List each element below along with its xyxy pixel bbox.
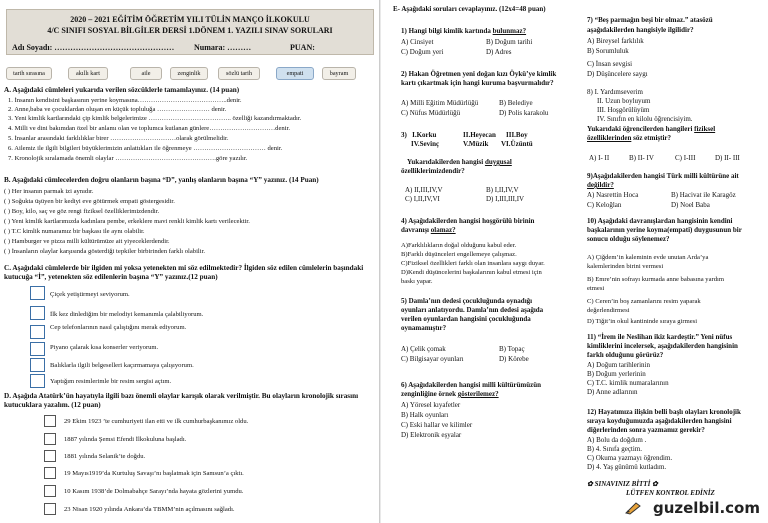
section-d-item: 23 Nisan 1920 yılında Ankara’da TBMM’nin açılmasını sağladı. — [64, 506, 235, 513]
q5-option-b[interactable]: B) Topaç — [499, 345, 525, 353]
header-school-line: 2020 – 2021 EĞİTİM ÖĞRETİM YILI TÜLİN MANÇO İLKOKULU — [70, 15, 310, 24]
q10-option-d[interactable]: D) Tiğit’in okul kantininde sıraya girmesi — [587, 318, 698, 325]
q2-option-b[interactable]: B) Belediye — [499, 99, 533, 107]
q4-option-c[interactable]: C)Fiziksel özellikleri farklı olan insanlara saygı duyar. — [401, 260, 545, 267]
q10-stem-line: başkalarının yerine koyma(empati) duygusunun bir — [587, 226, 742, 234]
q4-stem-line: davranışı olamaz? — [401, 226, 456, 234]
q11-option-d[interactable]: D) Anne adlarının — [587, 388, 638, 396]
q3-option-d[interactable]: D) I,III,III,IV — [486, 195, 525, 203]
q1-option-a[interactable]: A) Cinsiyet — [401, 38, 434, 46]
q12-option-b[interactable]: B) 4. Sınıfa geçtim. — [587, 445, 643, 453]
section-a-item: 7. Kronolojik sıralamada önemli olaylar ……………………………………….göre yazılır. — [8, 155, 248, 162]
q5-stem-line: oynamamıştır? — [401, 324, 447, 332]
section-c-item: Cep telefonlarının nasıl çalıştığını merak ediyorum. — [50, 324, 187, 331]
q2-stem-line: 2) Hakan Öğretmen yeni doğan kızı Öykü’ye kimlik — [401, 70, 557, 78]
q2-stem-line: kartı çıkartmak için hangi kuruma başvurmalıdır? — [401, 79, 554, 87]
order-box[interactable] — [44, 503, 56, 515]
section-a-item: 3. Yeni kimlik kartlarındaki çip kimlik belgelerimize ……………………………….. özelliği kazandırmaktadır. — [8, 115, 302, 122]
q12-stem-line: 12) Hayatımıza ilişkin belli başlı olayları kronolojik — [587, 408, 741, 416]
section-b-item: ( ) Her insanın parmak izi aynıdır. — [4, 188, 94, 195]
number-label[interactable]: Numara: ……… — [194, 43, 252, 52]
q9-option-a[interactable]: A) Nasrettin Hoca — [587, 191, 639, 199]
section-c-item: Balıklarla ilgili belgeselleri kaçırmamaya çalışıyorum. — [50, 362, 194, 369]
word-bank-item: akıllı kart — [68, 67, 108, 80]
q7-option-d[interactable]: D) Düşüncelere saygı — [587, 70, 648, 78]
word-bank-item: bayram — [322, 67, 356, 80]
name-label[interactable]: Adı Soyadı: ……………………………………… — [12, 43, 175, 52]
section-b-item: ( ) Hamburger ve pizza milli kültürümüze ait yiyeceklerdendir. — [4, 238, 170, 245]
header-exam-line: 4/C SINIFI SOSYAL BİLGİLER DERSİ 1.DÖNEM 1. YAZILI SINAV SORULARI — [47, 26, 333, 35]
q12-option-d[interactable]: D) 4. Yaş günümü kutladım. — [587, 463, 667, 471]
section-b-item: ( ) T.C kimlik numaramız bir başkası ile aynı olabilir. — [4, 228, 145, 235]
q3-stem-line: özelliklerimizdendir? — [401, 167, 465, 175]
section-b-item: ( ) İnsanların olaylar karşısında gösterdiği tepkiler birbirinden farklı olabilir. — [4, 248, 206, 255]
section-a-title: A. Aşağıdaki cümleleri yukarıda verilen sözcüklerle tamamlayınız. (14 puan) — [4, 86, 240, 94]
q10-stem-line: 10) Aşağıdaki davranışlardan hangisinin kendini — [587, 217, 733, 225]
word-bank-item: aile — [130, 67, 162, 80]
q8-option-c[interactable]: C) I-III — [675, 154, 696, 162]
exam-page-left — [0, 0, 380, 523]
q9-stem-line: 9)Aşağıdakilerden hangisi Türk milli kültürüne ait — [587, 172, 739, 180]
section-c-item: Yaptığım resimlerimle bir resim sergisi açtım. — [50, 378, 172, 385]
q3-roman-item: V.Müzik — [463, 140, 489, 148]
watermark-pen-icon — [624, 501, 642, 515]
q3-stem-line: Yukarıdakilerden hangisi duygusal — [407, 158, 512, 166]
q10-option-a-cont: kalemlerinden birini vermesi — [587, 263, 664, 270]
q10-option-a[interactable]: A) Çiğdem’in kaleminin evde unutan Arda’ya — [587, 254, 709, 261]
order-box[interactable] — [44, 415, 56, 427]
q4-stem-line: 4) Aşağıdakilerden hangisi hoşgörülü birinin — [401, 217, 535, 225]
section-c-item: Çiçek yetiştirmeyi seviyorum. — [50, 291, 130, 298]
section-c-title: C. Aşağıdaki cümlelerde bir ilgiden mi yoksa yetenekten mi söz edilmektedir? İlgiden söz edilen cümlelerin başındaki kutucuğa “İ”, yetenekten söz edilenlerin başına “Y” yazınız.(12 puan) — [4, 264, 364, 281]
q8-roman-item: 8) I. Yardımseverim — [587, 88, 643, 96]
q8-stem-line: özelliklerinden söz etmiştir? — [587, 134, 671, 142]
q8-option-d[interactable]: D) II- III — [715, 154, 740, 162]
q1-stem: 1) Hangi bilgi kimlik kartında bulunmaz? — [401, 27, 527, 35]
answer-box[interactable] — [30, 374, 45, 388]
q12-option-a[interactable]: A) Bolu da doğdum . — [587, 436, 647, 444]
word-bank-item: tarih sırasına — [6, 67, 52, 80]
q10-option-c[interactable]: C) Ceren’in boş zamanlarını resim yaparak — [587, 298, 701, 305]
section-c-item: İlk kez dinlediğim bir melodiyi kemanımla çalabiliyorum. — [50, 311, 204, 318]
q9-option-b[interactable]: B) Hacivat ile Karagöz — [671, 191, 736, 199]
q7-stem-line: aşağıdakilerden hangisiyle ilgilidir? — [587, 26, 694, 34]
q11-option-b[interactable]: B) Doğum yerlerinin — [587, 370, 646, 378]
order-box[interactable] — [44, 433, 56, 445]
section-d-item: 1887 yılında Şemsi Efendi İlkokuluna başladı. — [64, 436, 187, 443]
exam-page-right — [381, 0, 768, 523]
q2-option-d[interactable]: D) Polis karakolu — [499, 109, 549, 117]
q3-roman-item: 3) I.Korku — [401, 131, 437, 139]
q3-option-b[interactable]: B) I,II,IV,V — [486, 186, 519, 194]
section-a-item: 5. İnsanlar arasındaki farklılıklar birer …………………………olarak görülmelidir. — [8, 135, 229, 142]
word-bank-item: empati — [276, 67, 314, 80]
q5-stem-line: 5) Damla’nın dedesi çocukluğunda oynadığı — [401, 297, 533, 305]
q11-stem-line: kimliklerini incelersek, aşağıdakilerden hangisinin — [587, 342, 738, 350]
q10-option-b[interactable]: B) Emre’nin sofrayı kurmada anne babasına yardım — [587, 276, 724, 283]
q1-option-c[interactable]: C) Doğum yeri — [401, 48, 444, 56]
order-box[interactable] — [44, 450, 56, 462]
q11-option-a[interactable]: A) Doğum tarihlerinin — [587, 361, 650, 369]
section-d-item: 1881 yılında Selanik’te doğdu. — [64, 453, 146, 460]
q12-stem-line: sıraya koyduğumuzda aşağıdakilerden hangisini — [587, 417, 732, 425]
q5-stem-line: verilen oyunlardan hangisini çocukluğunda — [401, 315, 531, 323]
q10-option-b-cont: etmesi — [587, 285, 605, 292]
section-a-item: 4. Milli ve dini bakımdan özel bir anlamı olan ve toplumca kutlanan günlere…………………………denir. — [8, 125, 291, 132]
q3-roman-item: II.Heyecan — [463, 131, 496, 139]
order-box[interactable] — [44, 467, 56, 479]
word-bank-item: sözlü tarih — [218, 67, 260, 80]
q9-stem-line: değildir? — [587, 181, 614, 189]
q3-option-c[interactable]: C) I,II,IV,VI — [405, 195, 440, 203]
section-a-item: 2. Anne,baba ve çocuklardan oluşan en küçük topluluğa …………………… denir. — [8, 106, 227, 113]
watermark-text[interactable]: guzelbil.com — [652, 499, 760, 517]
q11-option-c[interactable]: C) T.C. kimlik numaralarının — [587, 379, 669, 387]
answer-box[interactable] — [30, 358, 45, 372]
q10-stem-line: sonucu olduğu söylenemez? — [587, 235, 670, 243]
q7-stem-line: 7) “Beş parmağın beşi bir olmaz.” atasözü — [587, 16, 713, 24]
q4-option-a[interactable]: A)Farklılıkların doğal olduğunu kabul eder. — [401, 242, 517, 249]
answer-box[interactable] — [30, 306, 45, 320]
q4-option-d-cont: baskı yapar. — [401, 278, 433, 285]
section-d-title: D. Aşağıda Atatürk’ün hayatıyla ilgili bazı önemli olaylar karışık olarak verilmiştir. Bu olayların kronolojik sırasını kutucuklara yazalım. (12 puan) — [4, 392, 359, 409]
q5-stem-line: oyunları anlatıyordu. Damla’nın dedesi aşağıda — [401, 306, 544, 314]
q8-roman-item: II. Uzun boyluyum — [597, 97, 651, 105]
q4-option-d[interactable]: D)Kendi düşüncelerini başkalarının kabul etmesi için — [401, 269, 542, 276]
q7-option-a[interactable]: A) Bireysel farklılık — [587, 37, 644, 45]
q1-option-d[interactable]: D) Adres — [486, 48, 512, 56]
answer-box[interactable] — [30, 342, 45, 356]
order-box[interactable] — [44, 485, 56, 497]
section-d-item: 19 Mayıs1919’da Kurtuluş Savaşı’nı başlatmak için Samsun’a çıktı. — [64, 470, 244, 477]
section-a-item: 6. Ailemiz ile ilgili bilgileri büyüklerimizin anlattıkları ile öğrenmeye …………………………… denir. — [8, 145, 283, 152]
signoff-finished: ✿ SINAVINIZ BİTTİ ✿ — [587, 480, 658, 488]
signoff-check: LÜTFEN KONTROL EDİNİZ — [626, 489, 715, 497]
q6-stem-line: zenginliğine örnek gösterilemez? — [401, 390, 499, 398]
q8-option-a[interactable]: A) I- II — [589, 154, 610, 162]
q6-option-c[interactable]: C) Eski hallar ve kilimler — [401, 421, 473, 429]
q5-option-c[interactable]: C) Bilgisayar oyunları — [401, 355, 464, 363]
q11-stem-line: 11) “İrem ile Neslihan ikiz kardeştir.” Yeni nüfus — [587, 333, 733, 341]
q2-option-c[interactable]: C) Nüfus Müdürlüğü — [401, 109, 461, 117]
section-d-item: 10 Kasım 1938’de Dolmabahçe Sarayı’nda hayata gözlerini yumdu. — [64, 488, 244, 495]
q3-roman-item: III.Boy — [506, 131, 528, 139]
section-b-title: B. Aşağıdaki cümlecelerden doğru olanların başına “D”, yanlış olanların başına “Y” yazınız. (14 Puan) — [4, 176, 319, 184]
q6-option-a[interactable]: A) Yöresel kıyafetler — [401, 401, 461, 409]
q1-option-b[interactable]: B) Doğum tarihi — [486, 38, 533, 46]
q2-option-a[interactable]: A) Milli Eğitim Müdürlüğü — [401, 99, 479, 107]
q9-option-d[interactable]: D) Noel Baba — [671, 201, 710, 209]
section-a-item: 1. İnsanın kendisini başkasının yerine koymasına…………………………………..denir. — [8, 97, 242, 104]
section-b-item: ( ) Soğukta üşüyen bir kediyi eve götürmek empati göstergesidir. — [4, 198, 175, 205]
section-e-title: E- Aşağıdaki soruları cevaplayınız. (12x4=48 puan) — [393, 5, 546, 13]
q3-option-a[interactable]: A) II,III,IV,V — [405, 186, 443, 194]
q5-option-d[interactable]: D) Körebe — [499, 355, 529, 363]
q8-stem-line: Yukarıdaki öğrencilerden hangileri fiziksel — [587, 125, 716, 133]
q7-option-c[interactable]: C) İnsan sevgisi — [587, 60, 633, 68]
q4-option-b[interactable]: B)Farklı düşünceleri engellemeye çalışmaz. — [401, 251, 517, 258]
q8-option-b[interactable]: B) II- IV — [629, 154, 654, 162]
q5-option-a[interactable]: A) Çelik çomak — [401, 345, 446, 353]
q10-option-c-cont: değerlendirmesi — [587, 307, 630, 314]
q12-option-c[interactable]: C) Okuma yazmayı öğrendim. — [587, 454, 673, 462]
student-info-row — [6, 43, 374, 55]
section-d-item: 29 Ekim 1923 ’te cumhuriyeti ilan etti ve ilk cumhurbaşkanımız oldu. — [64, 418, 249, 425]
q6-option-d[interactable]: D) Elektronik eşyalar — [401, 431, 462, 439]
q9-option-c[interactable]: C) Keloğlan — [587, 201, 622, 209]
section-b-item: ( ) Yeni kimlik kartlarımızda kadınlara pembe, erkeklere mavi renkli kimlik kartı verilecektir. — [4, 218, 250, 225]
q6-option-b[interactable]: B) Halk oyunları — [401, 411, 449, 419]
q6-stem-line: 6) Aşağıdakilerden hangisi milli kültürümüzün — [401, 381, 542, 389]
score-label: PUAN: — [290, 43, 315, 52]
answer-box[interactable] — [30, 325, 45, 339]
section-b-item: ( ) Boy, kilo, saç ve göz rengi fiziksel özelliklerimizdendir. — [4, 208, 160, 215]
q3-roman-item: VI.Üzüntü — [501, 140, 533, 148]
q7-option-b[interactable]: B) Sorumluluk — [587, 47, 629, 55]
q3-roman-item: IV.Sevinç — [411, 140, 440, 148]
word-bank-item: zenginlik — [170, 67, 208, 80]
q12-stem-line: diğerlerinden sonra yazmamız gerekir? — [587, 426, 705, 434]
answer-box[interactable] — [30, 286, 45, 300]
q8-roman-item: III. Hoşgörülüyüm — [597, 106, 650, 114]
q8-roman-item: IV. Sınıfın en kilolu öğrencisiyim. — [597, 115, 693, 123]
section-c-item: Piyano çalarak kısa konserler veriyorum. — [50, 344, 159, 351]
q11-stem-line: farklı olduğunu görürüz? — [587, 351, 664, 359]
